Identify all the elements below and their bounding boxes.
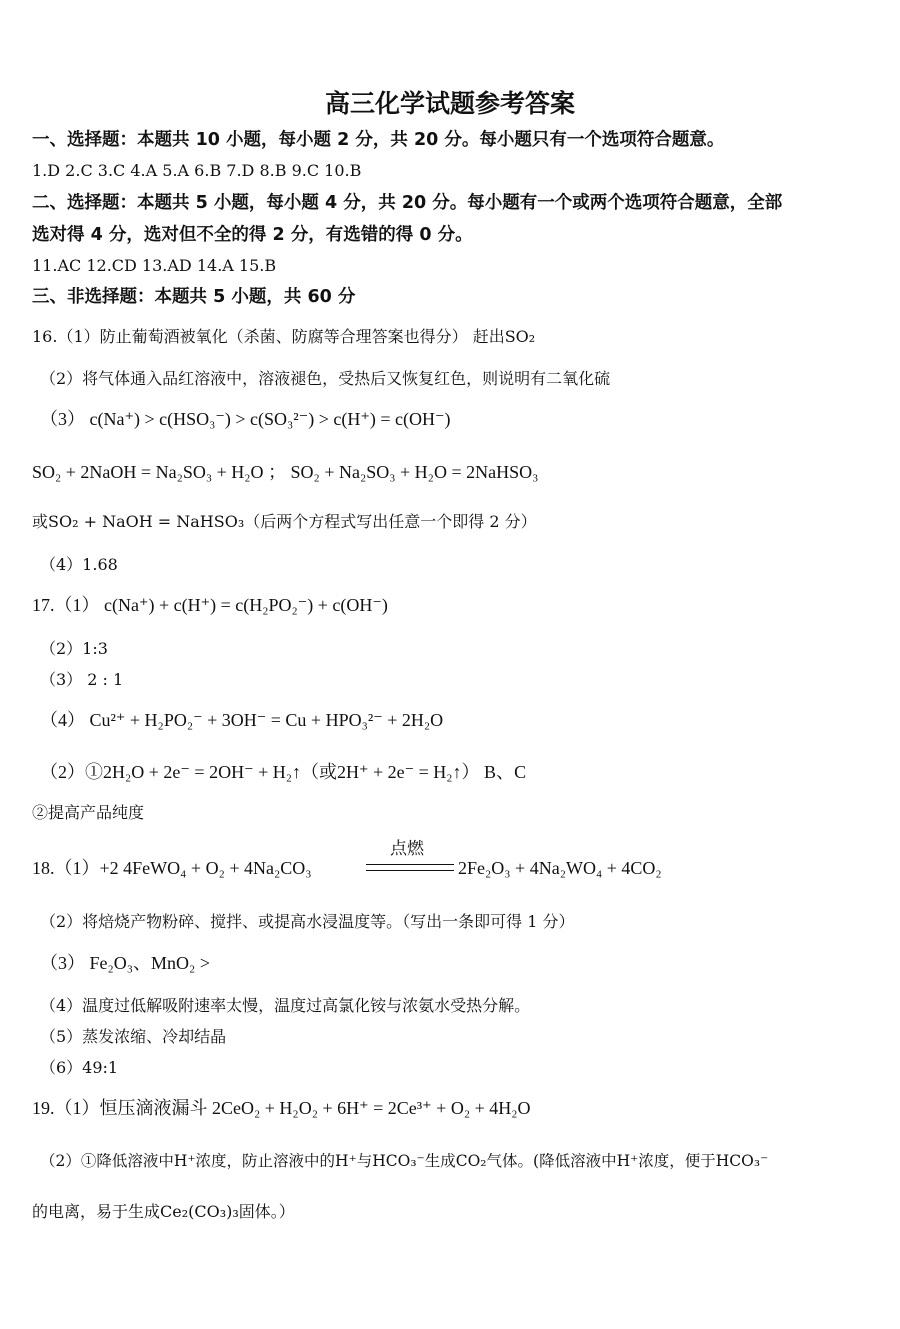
section2-heading-line2: 选对得 4 分，选对但不全的得 2 分，有选错的得 0 分。 [32,225,473,245]
page-title: 高三化学试题参考答案 [324,89,575,118]
q18-line4: （4）温度过低解吸附速率太慢，温度过高氯化铵与浓氨水受热分解。 [40,996,531,1015]
section2-heading-line1: 二、选择题：本题共 5 小题，每小题 4 分，共 20 分。每小题有一个或两个选项符合题意，全部 [32,193,783,213]
q17-line5: （2）①2H₂O + 2e⁻ = 2OH⁻ + H₂↑（或2H⁺ + 2e⁻ = H₂↑） B、C [40,762,527,782]
q16-line6: （4）1.68 [40,555,118,574]
section1-heading: 一、选择题：本题共 10 小题，每小题 2 分，共 20 分。每小题只有一个选项符合题意。 [32,130,725,150]
q16-line5: 或SO₂ + NaOH = NaHSO₃（后两个方程式写出任意一个即得 2 分） [32,512,537,531]
q16-line1: 16.（1）防止葡萄酒被氧化（杀菌、防腐等合理答案也得分） 赶出SO₂ [32,327,536,346]
q19-line2: （2）①降低溶液中H⁺浓度，防止溶液中的H⁺与HCO₃⁻生成CO₂气体。(降低溶液中H⁺浓度，便于HCO₃⁻ [40,1152,769,1170]
q17-line4: （4） Cu²⁺ + H₂PO₂⁻ + 3OH⁻ = Cu + HPO₃²⁻ + 2H₂O [40,710,444,730]
q16-line2: （2）将气体通入品红溶液中，溶液褪色，受热后又恢复红色，则说明有二氧化硫 [40,369,611,388]
section2-answers: 11.AC 12.CD 13.AD 14.A 15.B [32,256,277,275]
q17-line6: ②提高产品纯度 [32,803,145,822]
equation-double-line [366,864,454,871]
section3-heading: 三、非选择题：本题共 5 小题，共 60 分 [32,287,356,307]
q18-line5: （5）蒸发浓缩、冷却结晶 [40,1027,227,1046]
q17-line3: （3） 2 : 1 [40,670,124,689]
q19-line1: 19.（1）恒压滴液漏斗 2CeO₂ + H₂O₂ + 6H⁺ = 2Ce³⁺ + O₂ + 4H₂O [32,1098,531,1118]
q16-line3: （3） c(Na⁺) > c(HSO₃⁻) > c(SO₃²⁻) > c(H⁺) = c(OH⁻) [40,409,451,429]
q18-line2: （2）将焙烧产物粉碎、搅拌、或提高水浸温度等。（写出一条即可得 1 分） [40,912,575,931]
q18-line1-left: 18.（1）+2 4FeWO₄ + O₂ + 4Na₂CO₃ [32,858,312,878]
q17-line1: 17.（1） c(Na⁺) + c(H⁺) = c(H₂PO₂⁻) + c(OH⁻) [32,595,388,615]
q18-condition: 点燃 [390,839,424,859]
q16-line4: SO₂ + 2NaOH = Na₂SO₃ + H₂O ； SO₂ + Na₂SO₃ + H₂O = 2NaHSO₃ [32,462,539,482]
q19-line3: 的电离，易于生成Ce₂(CO₃)₃固体。） [32,1202,295,1221]
q18-line1-right: 2Fe₂O₃ + 4Na₂WO₄ + 4CO₂ [458,858,662,878]
q17-line2: （2）1:3 [40,639,108,658]
q18-line3: （3） Fe₂O₃、MnO₂ > [40,953,210,973]
q18-line6: （6）49:1 [40,1058,119,1077]
section1-answers: 1.D 2.C 3.C 4.A 5.A 6.B 7.D 8.B 9.C 10.B [32,161,362,180]
